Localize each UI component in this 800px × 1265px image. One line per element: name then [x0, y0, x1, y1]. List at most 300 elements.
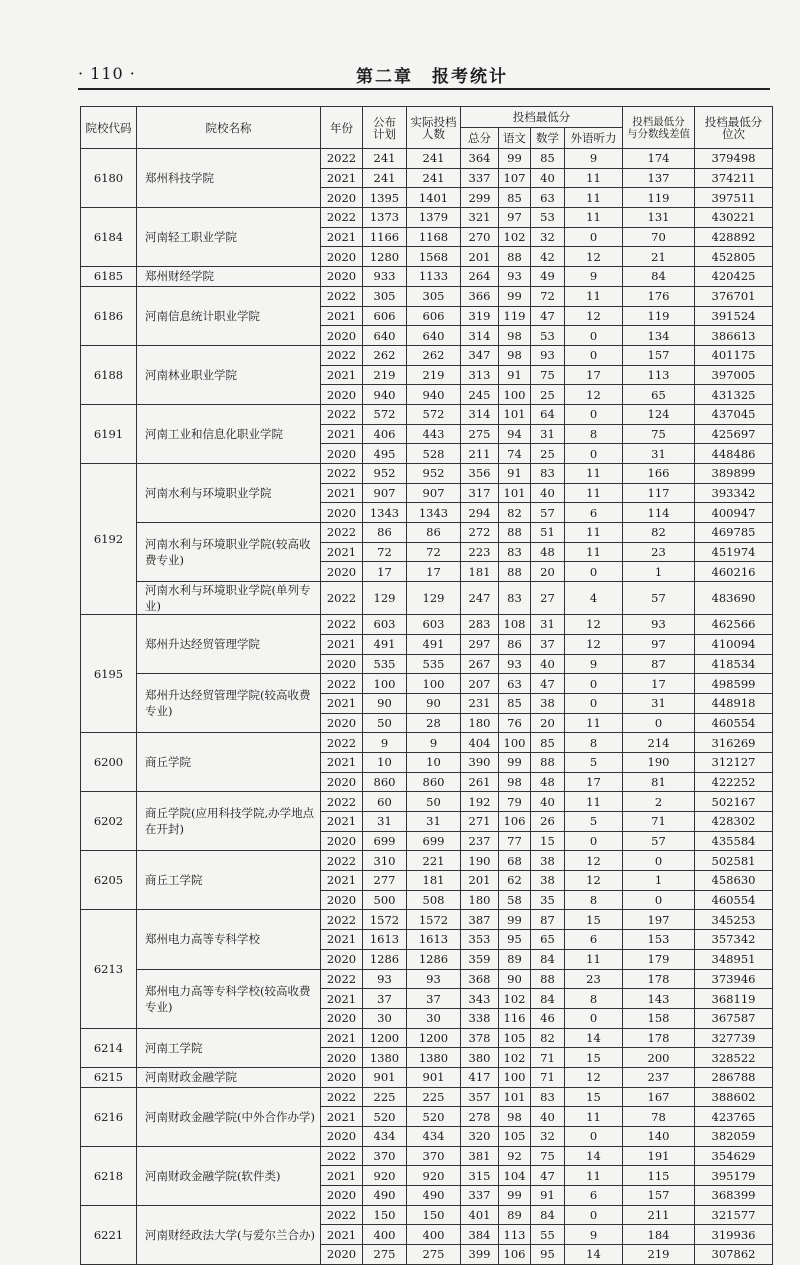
table-cell: 327739: [695, 1028, 773, 1048]
table-cell: 2021: [321, 306, 363, 326]
table-cell: 28: [407, 713, 461, 733]
table-cell: 57: [623, 582, 695, 615]
table-cell: 89: [499, 949, 531, 969]
table-cell: 89: [499, 1205, 531, 1225]
table-cell: 368119: [695, 989, 773, 1009]
table-cell: 12: [565, 1067, 623, 1087]
table-cell: 30: [407, 1008, 461, 1028]
table-cell: 397005: [695, 365, 773, 385]
table-cell: 11: [565, 523, 623, 543]
table-cell: 137: [623, 168, 695, 188]
table-cell: 2021: [321, 752, 363, 772]
table-cell: 90: [499, 969, 531, 989]
table-cell: 2020: [321, 1245, 363, 1265]
table-cell: 157: [623, 345, 695, 365]
school-name: 河南财政金融学院(中外合作办学): [137, 1087, 321, 1146]
table-cell: 8: [565, 424, 623, 444]
table-cell: 174: [623, 149, 695, 169]
table-cell: 219: [363, 365, 407, 385]
table-cell: 2022: [321, 1087, 363, 1107]
col-total: 总分: [461, 128, 499, 149]
table-row: [81, 267, 773, 287]
table-cell: 140: [623, 1127, 695, 1147]
table-cell: 1200: [363, 1028, 407, 1048]
table-cell: 434: [407, 1127, 461, 1147]
table-cell: 12: [565, 247, 623, 267]
table-cell: 50: [363, 713, 407, 733]
table-cell: 271: [461, 812, 499, 832]
table-cell: 201: [461, 247, 499, 267]
table-cell: 23: [565, 969, 623, 989]
table-cell: 237: [461, 831, 499, 851]
table-cell: 30: [363, 1008, 407, 1028]
table-cell: 98: [499, 326, 531, 346]
table-cell: 2021: [321, 227, 363, 247]
table-cell: 101: [499, 483, 531, 503]
table-cell: 75: [623, 424, 695, 444]
table-cell: 99: [499, 910, 531, 930]
table-cell: 78: [623, 1107, 695, 1127]
table-cell: 180: [461, 713, 499, 733]
table-row: [81, 851, 773, 871]
table-cell: 40: [531, 1107, 565, 1127]
school-code: 6186: [81, 286, 137, 345]
table-cell: 2021: [321, 168, 363, 188]
table-cell: 81: [623, 772, 695, 792]
table-row: [81, 969, 773, 989]
table-cell: 381: [461, 1146, 499, 1166]
table-cell: 1380: [407, 1048, 461, 1068]
table-cell: 2021: [321, 1225, 363, 1245]
table-cell: 2022: [321, 1146, 363, 1166]
table-cell: 143: [623, 989, 695, 1009]
table-cell: 357: [461, 1087, 499, 1107]
table-cell: 1: [623, 562, 695, 582]
table-cell: 2022: [321, 1205, 363, 1225]
table-cell: 2022: [321, 208, 363, 228]
table-cell: 114: [623, 503, 695, 523]
table-cell: 1168: [407, 227, 461, 247]
table-cell: 12: [565, 871, 623, 891]
school-name: 河南财政金融学院: [137, 1067, 321, 1087]
school-name: 河南轻工职业学院: [137, 208, 321, 267]
col-rank: 投档最低分 位次: [695, 107, 773, 149]
table-cell: 63: [499, 674, 531, 694]
table-cell: 275: [407, 1245, 461, 1265]
table-cell: 1613: [363, 930, 407, 950]
table-cell: 150: [407, 1205, 461, 1225]
table-cell: 283: [461, 615, 499, 635]
table-cell: 1380: [363, 1048, 407, 1068]
table-cell: 348951: [695, 949, 773, 969]
table-cell: 364: [461, 149, 499, 169]
table-cell: 606: [363, 306, 407, 326]
table-cell: 99: [499, 752, 531, 772]
table-row: [81, 286, 773, 306]
table-row: [81, 149, 773, 169]
table-cell: 83: [499, 582, 531, 615]
table-cell: 178: [623, 1028, 695, 1048]
table-cell: 190: [623, 752, 695, 772]
table-cell: 0: [565, 562, 623, 582]
col-diff: 投档最低分 与分数线差值: [623, 107, 695, 149]
school-name: 郑州财经学院: [137, 267, 321, 287]
school-code: 6215: [81, 1067, 137, 1087]
table-cell: 88: [499, 247, 531, 267]
table-cell: 68: [499, 851, 531, 871]
table-cell: 11: [565, 286, 623, 306]
table-cell: 0: [565, 345, 623, 365]
table-cell: 86: [407, 523, 461, 543]
table-cell: 31: [623, 693, 695, 713]
table-cell: 390: [461, 752, 499, 772]
school-code: 6213: [81, 910, 137, 1028]
table-cell: 420425: [695, 267, 773, 287]
table-cell: 699: [407, 831, 461, 851]
table-cell: 2020: [321, 949, 363, 969]
table-cell: 2021: [321, 812, 363, 832]
table-cell: 115: [623, 1166, 695, 1186]
table-cell: 404: [461, 733, 499, 753]
table-cell: 2022: [321, 404, 363, 424]
table-cell: 116: [499, 1008, 531, 1028]
table-cell: 312127: [695, 752, 773, 772]
table-cell: 1572: [363, 910, 407, 930]
table-cell: 38: [531, 871, 565, 891]
table-cell: 2022: [321, 733, 363, 753]
table-cell: 451974: [695, 542, 773, 562]
table-cell: 425697: [695, 424, 773, 444]
table-cell: 71: [531, 1067, 565, 1087]
table-cell: 0: [565, 693, 623, 713]
table-cell: 368399: [695, 1186, 773, 1206]
table-cell: 460216: [695, 562, 773, 582]
school-name: 商丘工学院: [137, 851, 321, 910]
table-cell: 2022: [321, 615, 363, 635]
table-cell: 0: [565, 444, 623, 464]
table-cell: 113: [623, 365, 695, 385]
table-cell: 47: [531, 1166, 565, 1186]
table-cell: 458630: [695, 871, 773, 891]
school-name: 河南财经政法大学(与爱尔兰合办): [137, 1205, 321, 1264]
table-cell: 2020: [321, 444, 363, 464]
table-cell: 0: [623, 713, 695, 733]
table-cell: 129: [363, 582, 407, 615]
school-name: 河南水利与环境职业学院: [137, 464, 321, 523]
table-cell: 428892: [695, 227, 773, 247]
table-cell: 2022: [321, 910, 363, 930]
table-cell: 460554: [695, 713, 773, 733]
table-cell: 1572: [407, 910, 461, 930]
table-cell: 0: [565, 404, 623, 424]
table-cell: 640: [407, 326, 461, 346]
table-cell: 225: [363, 1087, 407, 1107]
table-cell: 17: [407, 562, 461, 582]
school-name: 河南财政金融学院(软件类): [137, 1146, 321, 1205]
table-cell: 2021: [321, 1166, 363, 1186]
table-cell: 94: [499, 424, 531, 444]
school-name: 郑州电力高等专科学校: [137, 910, 321, 969]
table-cell: 2021: [321, 989, 363, 1009]
table-cell: 317: [461, 483, 499, 503]
table-cell: 35: [531, 890, 565, 910]
table-cell: 46: [531, 1008, 565, 1028]
table-cell: 82: [499, 503, 531, 523]
table-cell: 95: [531, 1245, 565, 1265]
table-cell: 37: [363, 989, 407, 1009]
table-cell: 158: [623, 1008, 695, 1028]
table-cell: 11: [565, 208, 623, 228]
table-cell: 391524: [695, 306, 773, 326]
table-cell: 316269: [695, 733, 773, 753]
table-cell: 606: [407, 306, 461, 326]
table-cell: 99: [499, 149, 531, 169]
table-cell: 11: [565, 542, 623, 562]
table-cell: 0: [565, 674, 623, 694]
table-cell: 101: [499, 404, 531, 424]
table-cell: 2022: [321, 674, 363, 694]
table-cell: 83: [531, 464, 565, 484]
chapter-title: 第二章 报考统计: [356, 67, 508, 87]
table-row: [81, 1067, 773, 1087]
table-cell: 462566: [695, 615, 773, 635]
table-cell: 72: [407, 542, 461, 562]
table-cell: 2020: [321, 890, 363, 910]
school-name: 郑州电力高等专科学校(较高收费专业): [137, 969, 321, 1028]
table-cell: 102: [499, 989, 531, 1009]
table-cell: 87: [531, 910, 565, 930]
table-cell: 386613: [695, 326, 773, 346]
table-cell: 247: [461, 582, 499, 615]
table-cell: 85: [499, 693, 531, 713]
table-cell: 275: [461, 424, 499, 444]
table-cell: 1343: [407, 503, 461, 523]
school-name: 河南工业和信息化职业学院: [137, 404, 321, 463]
table-cell: 2020: [321, 188, 363, 208]
table-cell: 71: [531, 1048, 565, 1068]
table-cell: 1373: [363, 208, 407, 228]
table-cell: 376701: [695, 286, 773, 306]
table-cell: 20: [531, 562, 565, 582]
table-cell: 952: [407, 464, 461, 484]
table-cell: 367587: [695, 1008, 773, 1028]
table-cell: 40: [531, 654, 565, 674]
table-cell: 2020: [321, 503, 363, 523]
table-cell: 4: [565, 582, 623, 615]
table-cell: 47: [531, 674, 565, 694]
table-cell: 2022: [321, 464, 363, 484]
table-cell: 267: [461, 654, 499, 674]
table-cell: 370: [363, 1146, 407, 1166]
table-cell: 221: [407, 851, 461, 871]
table-cell: 101: [499, 1087, 531, 1107]
table-cell: 129: [407, 582, 461, 615]
table-cell: 37: [531, 634, 565, 654]
school-name: 河南工学院: [137, 1028, 321, 1067]
table-cell: 65: [623, 385, 695, 405]
table-cell: 275: [363, 1245, 407, 1265]
table-cell: 490: [363, 1186, 407, 1206]
school-code: 6195: [81, 615, 137, 733]
table-cell: 201: [461, 871, 499, 891]
table-cell: 11: [565, 792, 623, 812]
table-cell: 60: [363, 792, 407, 812]
table-cell: 93: [499, 267, 531, 287]
table-cell: 219: [407, 365, 461, 385]
table-cell: 181: [461, 562, 499, 582]
table-cell: 79: [499, 792, 531, 812]
table-cell: 241: [407, 168, 461, 188]
table-cell: 31: [407, 812, 461, 832]
table-cell: 1286: [407, 949, 461, 969]
table-cell: 25: [531, 444, 565, 464]
table-cell: 434: [363, 1127, 407, 1147]
table-cell: 380: [461, 1048, 499, 1068]
table-cell: 520: [407, 1107, 461, 1127]
table-cell: 11: [565, 483, 623, 503]
table-cell: 2022: [321, 582, 363, 615]
table-cell: 378: [461, 1028, 499, 1048]
table-cell: 1133: [407, 267, 461, 287]
table-cell: 315: [461, 1166, 499, 1186]
table-cell: 65: [531, 930, 565, 950]
table-cell: 77: [499, 831, 531, 851]
table-row: [81, 733, 773, 753]
table-cell: 85: [499, 188, 531, 208]
table-cell: 97: [499, 208, 531, 228]
table-cell: 11: [565, 1166, 623, 1186]
table-cell: 88: [499, 523, 531, 543]
table-cell: 400: [363, 1225, 407, 1245]
table-cell: 63: [531, 188, 565, 208]
table-cell: 117: [623, 483, 695, 503]
table-cell: 53: [531, 208, 565, 228]
table-cell: 166: [623, 464, 695, 484]
table-cell: 99: [499, 1186, 531, 1206]
table-cell: 2020: [321, 267, 363, 287]
table-cell: 17: [565, 365, 623, 385]
table-cell: 2021: [321, 365, 363, 385]
table-cell: 100: [499, 733, 531, 753]
table-cell: 572: [363, 404, 407, 424]
table-cell: 2020: [321, 1127, 363, 1147]
table-cell: 920: [363, 1166, 407, 1186]
table-cell: 299: [461, 188, 499, 208]
table-cell: 26: [531, 812, 565, 832]
table-cell: 1200: [407, 1028, 461, 1048]
table-cell: 14: [565, 1245, 623, 1265]
table-cell: 933: [363, 267, 407, 287]
table-cell: 178: [623, 969, 695, 989]
table-cell: 32: [531, 1127, 565, 1147]
table-cell: 5: [565, 812, 623, 832]
table-cell: 14: [565, 1146, 623, 1166]
table-cell: 2020: [321, 385, 363, 405]
table-cell: 245: [461, 385, 499, 405]
school-name: 河南水利与环境职业学院(较高收费专业): [137, 523, 321, 582]
table-cell: 102: [499, 1048, 531, 1068]
table-cell: 9: [565, 654, 623, 674]
table-cell: 10: [363, 752, 407, 772]
school-name: 河南林业职业学院: [137, 345, 321, 404]
table-cell: 1166: [363, 227, 407, 247]
table-cell: 0: [623, 851, 695, 871]
school-code: 6188: [81, 345, 137, 404]
table-cell: 113: [499, 1225, 531, 1245]
table-cell: 219: [623, 1245, 695, 1265]
table-cell: 2020: [321, 1186, 363, 1206]
table-cell: 14: [565, 1028, 623, 1048]
table-cell: 2022: [321, 345, 363, 365]
table-cell: 82: [531, 1028, 565, 1048]
table-cell: 353: [461, 930, 499, 950]
school-name: 河南水利与环境职业学院(单列专业): [137, 582, 321, 615]
table-cell: 74: [499, 444, 531, 464]
table-cell: 2021: [321, 1028, 363, 1048]
school-name: 郑州升达经贸管理学院: [137, 615, 321, 674]
table-cell: 20: [531, 713, 565, 733]
table-cell: 401: [461, 1205, 499, 1225]
table-cell: 49: [531, 267, 565, 287]
table-cell: 95: [499, 930, 531, 950]
table-cell: 10: [407, 752, 461, 772]
table-cell: 528: [407, 444, 461, 464]
table-row: [81, 792, 773, 812]
table-cell: 100: [407, 674, 461, 694]
table-cell: 70: [623, 227, 695, 247]
table-cell: 1568: [407, 247, 461, 267]
table-cell: 387: [461, 910, 499, 930]
table-cell: 85: [531, 149, 565, 169]
table-cell: 370: [407, 1146, 461, 1166]
table-cell: 191: [623, 1146, 695, 1166]
table-cell: 47: [531, 306, 565, 326]
table-cell: 192: [461, 792, 499, 812]
table-row: [81, 1087, 773, 1107]
table-cell: 359: [461, 949, 499, 969]
table-cell: 469785: [695, 523, 773, 543]
table-cell: 313: [461, 365, 499, 385]
table-cell: 1613: [407, 930, 461, 950]
admission-stats-table: [80, 106, 773, 1265]
table-cell: 2022: [321, 149, 363, 169]
table-cell: 262: [407, 345, 461, 365]
table-cell: 520: [363, 1107, 407, 1127]
table-cell: 502167: [695, 792, 773, 812]
table-cell: 153: [623, 930, 695, 950]
table-cell: 294: [461, 503, 499, 523]
table-cell: 31: [623, 444, 695, 464]
table-cell: 278: [461, 1107, 499, 1127]
table-cell: 2020: [321, 326, 363, 346]
table-cell: 286788: [695, 1067, 773, 1087]
table-row: [81, 1146, 773, 1166]
table-cell: 51: [531, 523, 565, 543]
table-cell: 401175: [695, 345, 773, 365]
table-cell: 75: [531, 1146, 565, 1166]
table-row: [81, 345, 773, 365]
table-cell: 2021: [321, 483, 363, 503]
table-cell: 2021: [321, 1107, 363, 1127]
table-cell: 2020: [321, 1067, 363, 1087]
col-plan: 公布 计划: [363, 107, 407, 149]
table-cell: 2022: [321, 286, 363, 306]
table-cell: 58: [499, 890, 531, 910]
school-code: 6221: [81, 1205, 137, 1264]
table-cell: 37: [407, 989, 461, 1009]
table-cell: 495: [363, 444, 407, 464]
table-cell: 15: [565, 1048, 623, 1068]
